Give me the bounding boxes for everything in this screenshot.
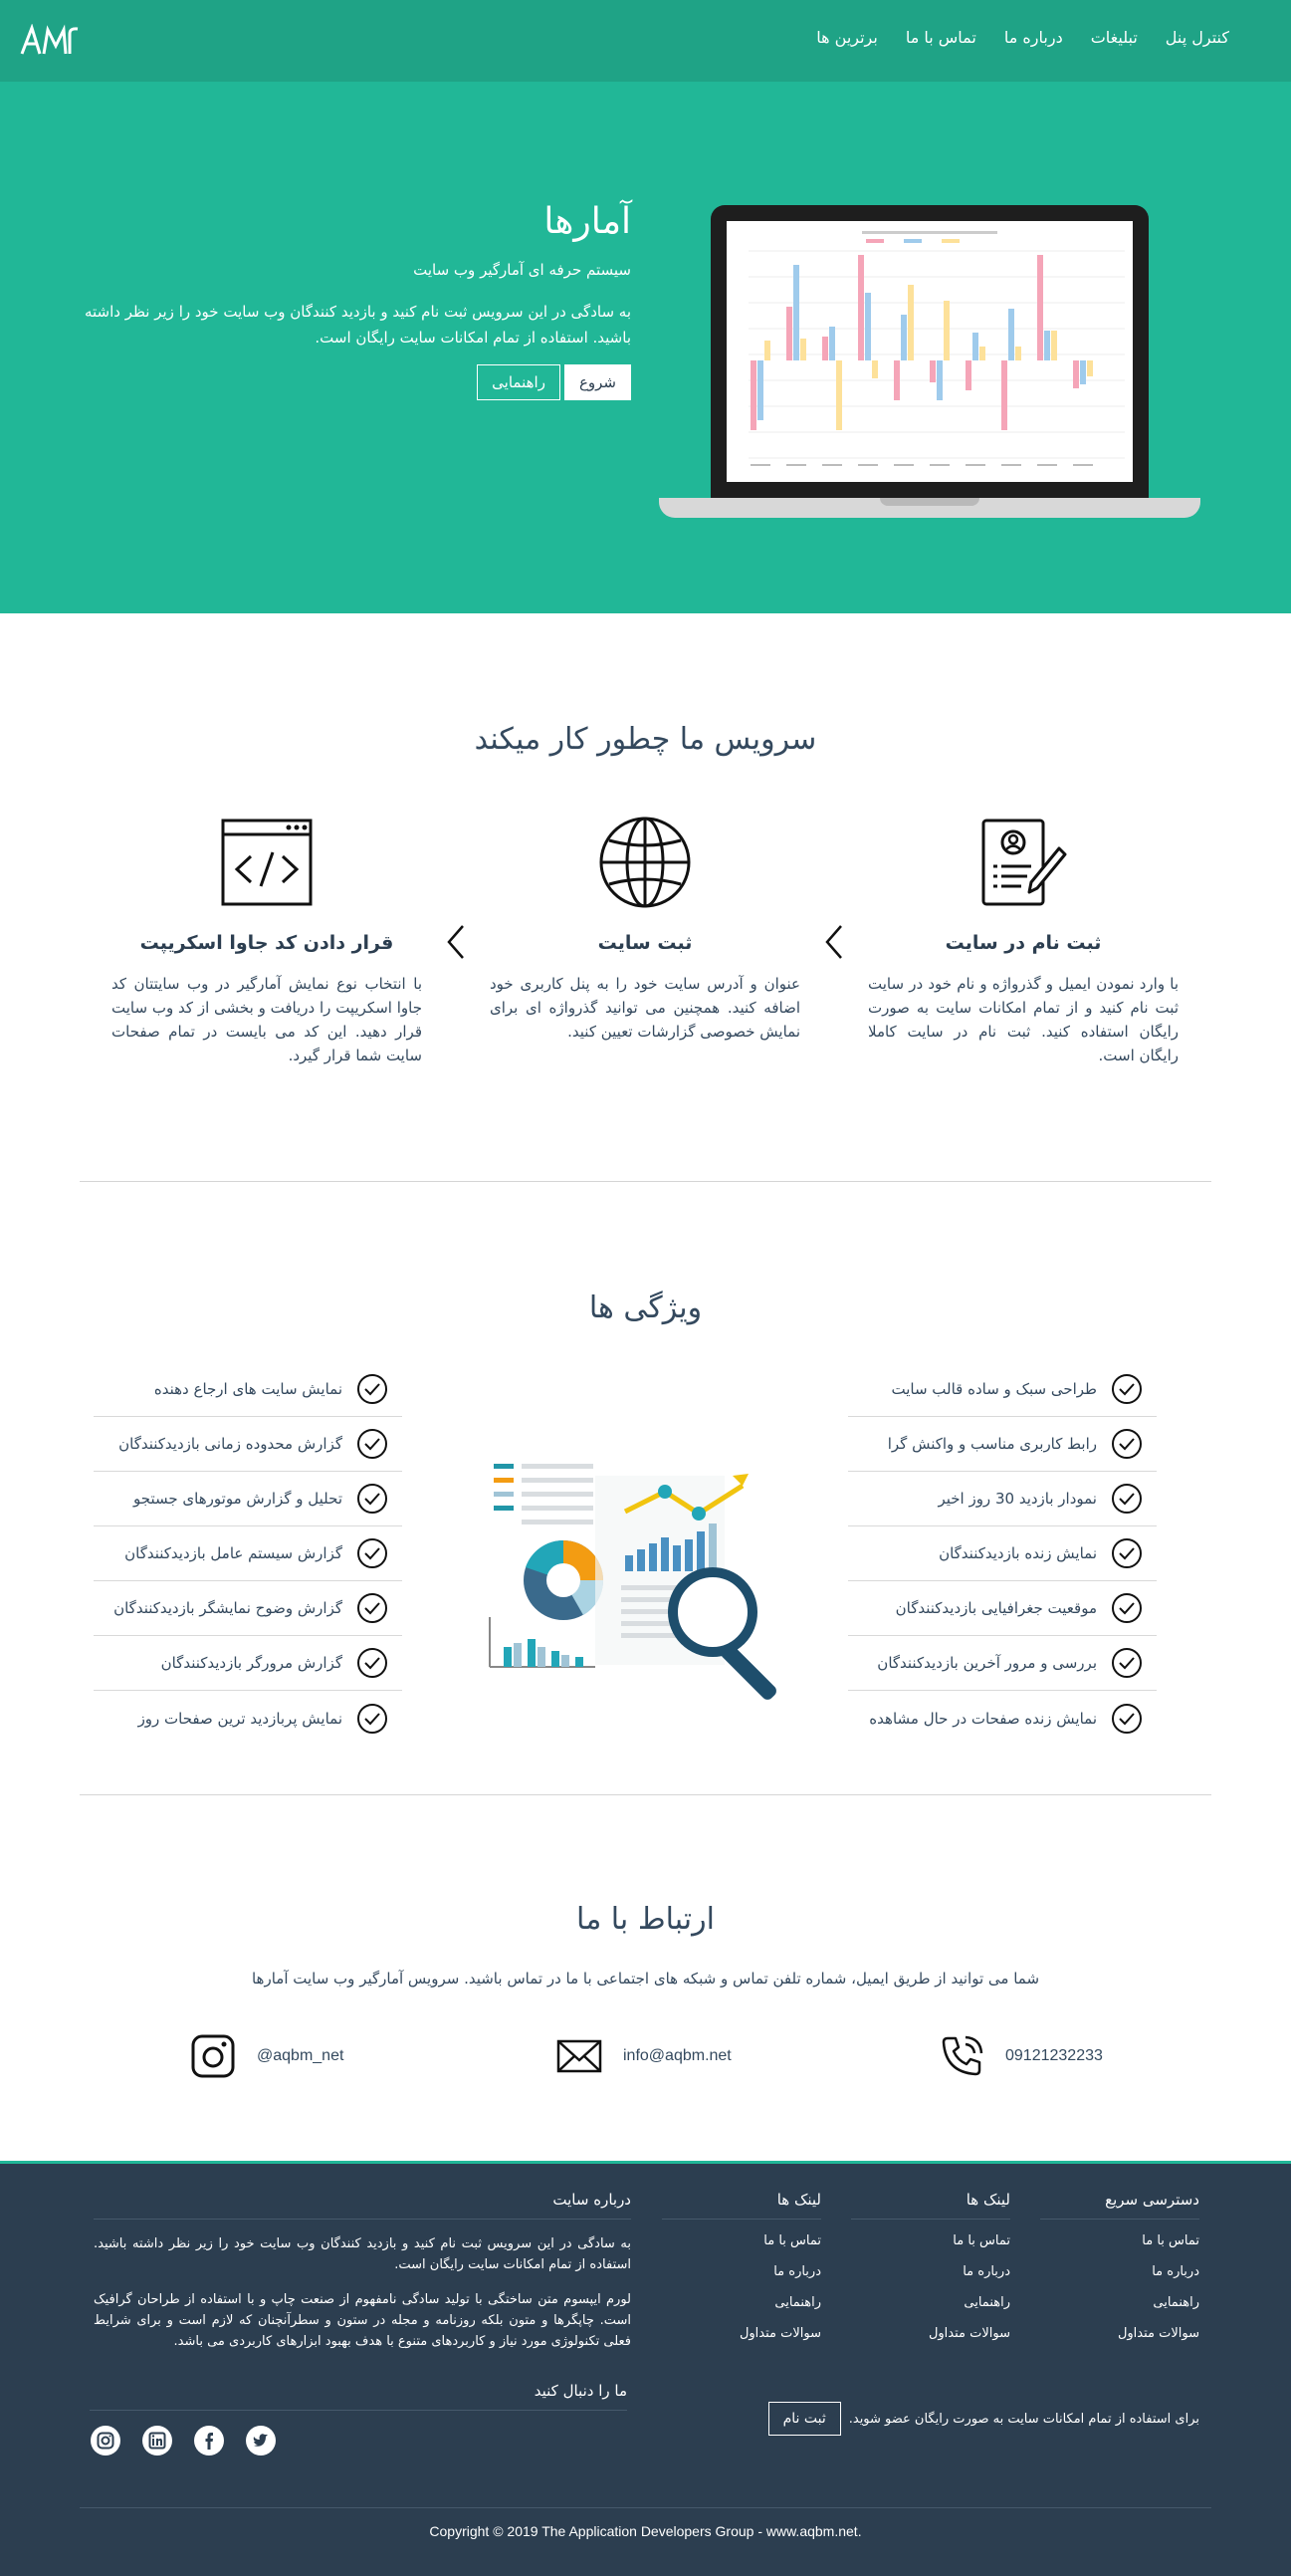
instagram-handle: @aqbm_net	[257, 2047, 344, 2064]
footer-column-title: درباره سایت	[94, 2191, 631, 2220]
footer-link[interactable]: سوالات متداول	[739, 2326, 821, 2341]
feature-item	[94, 1417, 402, 1472]
contact-instagram[interactable]	[189, 2031, 343, 2081]
feature-item	[94, 1581, 402, 1636]
site-logo[interactable]	[20, 24, 80, 58]
feature-label: نمودار بازدید 30 روز اخیر	[938, 1490, 1097, 1508]
step-js-code	[111, 815, 422, 1067]
check-circle-icon	[1111, 1647, 1143, 1679]
step-text: با انتخاب نوع نمایش آمارگیر در وب سایتتان کد جاوا اسکریپت را دریافت و بخشی از کد وب سایت قرار دهید. این کد می بایست در تمام صفحات سایت شما قرار گیرد.	[111, 975, 422, 1064]
feature-label: تحلیل و گزارش موتورهای جستجو	[133, 1490, 342, 1508]
hero-section	[0, 82, 1291, 613]
check-circle-icon	[1111, 1592, 1143, 1624]
footer-column-title: لینک ها	[662, 2191, 821, 2220]
hero-subtitle: سیستم حرفه ای آمارگیر وب سایت	[413, 261, 631, 279]
feature-item	[848, 1526, 1157, 1581]
check-circle-icon	[356, 1703, 388, 1735]
hero-description: به سادگی در این سرویس ثبت نام کنید و بازدید کنندگان وب سایت خود را زیر نظر داشته باشید. استفاده از تمام امکانات سایت رایگان است.	[84, 303, 631, 347]
footer-link[interactable]: درباره ما	[773, 2264, 821, 2279]
feature-label: نمایش پربازدید ترین صفحات روز	[137, 1709, 342, 1728]
footer-quick-access	[1040, 2191, 1199, 2357]
feature-item	[848, 1691, 1157, 1746]
footer-column-title: لینک ها	[851, 2191, 1010, 2220]
sample-bar-chart-image	[727, 221, 1133, 482]
hero-buttons	[477, 364, 631, 400]
contact-title: ارتباط با ما	[576, 1902, 715, 1937]
feature-label: گزارش وضوح نمایشگر بازدیدکنندگان	[113, 1599, 342, 1617]
footer-divider	[80, 2507, 1211, 2508]
feature-item	[848, 1636, 1157, 1691]
feature-item	[848, 1417, 1157, 1472]
feature-item	[848, 1472, 1157, 1526]
phone-icon	[938, 2032, 985, 2080]
footer-column-title: دسترسی سریع	[1040, 2191, 1199, 2220]
nav-link-top[interactable]: برترین ها	[816, 28, 878, 47]
envelope-icon	[555, 2032, 603, 2080]
social-links	[90, 2425, 627, 2457]
nav-link-control-panel[interactable]: کنترل پنل	[1165, 28, 1229, 47]
how-section-title: سرویس ما چطور کار میکند	[474, 722, 817, 757]
footer-link[interactable]: سوالات متداول	[1117, 2326, 1199, 2341]
check-circle-icon	[356, 1428, 388, 1460]
laptop-screen-frame	[711, 205, 1149, 498]
copyright-text: Copyright © 2019 The Application Developers Group - www.aqbm.net.	[429, 2523, 862, 2539]
top-navbar	[0, 0, 1291, 82]
feature-item	[94, 1362, 402, 1417]
step-register	[868, 815, 1179, 1067]
register-button[interactable]: ثبت نام	[768, 2402, 841, 2436]
instagram-icon	[189, 2032, 237, 2080]
features-list-right	[848, 1362, 1157, 1746]
laptop-illustration	[659, 205, 1200, 595]
about-text: به سادگی در این سرویس ثبت نام کنید و بازدید کنندگان وب سایت خود را زیر نظر داشته باشید. استفاده از تمام امکانات سایت رایگان است.	[94, 2236, 631, 2272]
feature-item	[848, 1581, 1157, 1636]
about-text: لورم ایپسوم متن ساختگی با تولید سادگی نامفهوم از صنعت چاپ و با استفاده از طراحان گرافیک است. چاپگرها و متون بلکه روزنامه و مجله در ستون و سطرآنچنان که لازم است و برای شرایط فعلی تکنولوژی مورد نیاز و کاربردهای متنوع با هدف بهبود ابزارهای کاربردی می باشد.	[94, 2292, 631, 2349]
laptop-screen	[727, 221, 1133, 482]
check-circle-icon	[1111, 1428, 1143, 1460]
step-text: با وارد نمودن ایمیل و گذرواژه و نام خود در سایت ثبت نام کنید و از تمام امکانات سایت به صورت رایگان استفاده کنید. ثبت نام در سایت کاملا رایگان است.	[868, 975, 1179, 1064]
feature-label: طراحی سبک و ساده قالب سایت	[891, 1380, 1097, 1398]
footer-link[interactable]: راهنمایی	[1153, 2295, 1199, 2310]
footer-link[interactable]: درباره ما	[963, 2264, 1010, 2279]
instagram-icon[interactable]	[90, 2425, 121, 2457]
footer-link[interactable]: تماس با ما	[953, 2233, 1010, 2248]
section-divider	[80, 1181, 1211, 1182]
feature-label: نمایش زنده صفحات در حال مشاهده	[869, 1709, 1097, 1728]
check-circle-icon	[1111, 1703, 1143, 1735]
contact-description: شما می توانید از طریق ایمیل، شماره تلفن تماس و شبکه های اجتماعی با ما در تماس باشید. سرویس آمارگیر وب سایت آمارها	[251, 1970, 1040, 1988]
code-window-icon	[219, 815, 315, 910]
globe-icon	[597, 815, 693, 910]
email-address: info@aqbm.net	[623, 2047, 732, 2064]
check-circle-icon	[1111, 1537, 1143, 1569]
follow-title: ما را دنبال کنید	[90, 2382, 627, 2411]
laptop-notch	[880, 498, 979, 506]
check-circle-icon	[356, 1592, 388, 1624]
features-list-left	[94, 1362, 402, 1746]
step-title: ثبت سایت	[597, 932, 693, 954]
guide-button[interactable]: راهنمایی	[477, 364, 560, 400]
features-title: ویژگی ها	[588, 1290, 703, 1325]
contact-email[interactable]	[555, 2031, 732, 2081]
footer-links-2	[662, 2191, 821, 2357]
check-circle-icon	[356, 1483, 388, 1515]
chevron-left-icon	[446, 924, 466, 960]
linkedin-icon[interactable]	[141, 2425, 173, 2457]
footer-link[interactable]: راهنمایی	[774, 2295, 821, 2310]
footer-link[interactable]: سوالات متداول	[928, 2326, 1010, 2341]
section-divider	[80, 1794, 1211, 1795]
feature-item	[848, 1362, 1157, 1417]
check-circle-icon	[356, 1537, 388, 1569]
nav-menu	[816, 28, 1229, 47]
feature-label: نمایش زنده بازدیدکنندگان	[939, 1544, 1097, 1562]
footer-about	[94, 2191, 631, 2352]
nav-link-contact[interactable]: تماس با ما	[905, 28, 976, 47]
feature-item	[94, 1472, 402, 1526]
feature-label: نمایش سایت های ارجاع دهنده	[153, 1380, 342, 1398]
check-circle-icon	[1111, 1483, 1143, 1515]
step-add-site	[490, 815, 800, 1044]
twitter-icon[interactable]	[245, 2425, 277, 2457]
facebook-icon[interactable]	[193, 2425, 225, 2457]
contact-phone[interactable]	[938, 2031, 1103, 2081]
feature-label: موقعیت جغرافیایی بازدیدکنندگان	[895, 1599, 1097, 1617]
footer-register	[768, 2402, 1199, 2436]
feature-label: رابط کاربری مناسب و واکنش گرا	[887, 1435, 1097, 1453]
footer-follow-us	[90, 2382, 627, 2457]
register-text: برای استفاده از تمام امکانات سایت به صورت رایگان عضو شوید.	[848, 2411, 1199, 2427]
check-circle-icon	[1111, 1373, 1143, 1405]
footer-link[interactable]: تماس با ما	[1142, 2233, 1199, 2248]
step-title: قرار دادن کد جاوا اسکریپت	[139, 932, 394, 954]
feature-item	[94, 1691, 402, 1746]
phone-number: 09121232233	[1005, 2047, 1103, 2064]
step-text: عنوان و آدرس سایت خود را به پنل کاربری خود اضافه کنید. همچنین می توانید گذرواژه ای برای نمایش خصوصی گزارشات تعیین کنید.	[490, 975, 800, 1041]
chevron-left-icon	[824, 924, 844, 960]
feature-label: گزارش مرورگر بازدیدکنندگان	[160, 1654, 342, 1672]
resume-icon	[975, 815, 1071, 910]
feature-label: گزارش سیستم عامل بازدیدکنندگان	[124, 1544, 342, 1562]
footer-links-1	[851, 2191, 1010, 2357]
feature-label: گزارش محدوده زمانی بازدیدکنندگان	[118, 1435, 342, 1453]
nav-link-ads[interactable]: تبلیغات	[1090, 28, 1138, 47]
step-title: ثبت نام در سایت	[945, 932, 1102, 954]
feature-label: بررسی و مرور آخرین بازدیدکنندگان	[877, 1654, 1097, 1672]
footer-link[interactable]: درباره ما	[1152, 2264, 1199, 2279]
check-circle-icon	[356, 1373, 388, 1405]
feature-item	[94, 1636, 402, 1691]
feature-item	[94, 1526, 402, 1581]
check-circle-icon	[356, 1647, 388, 1679]
footer-link[interactable]: تماس با ما	[763, 2233, 821, 2248]
analytics-illustration	[486, 1448, 824, 1717]
hero-title: آمارها	[543, 201, 631, 242]
footer-link[interactable]: راهنمایی	[964, 2295, 1010, 2310]
start-button[interactable]: شروع	[564, 364, 631, 400]
nav-link-about[interactable]: درباره ما	[1003, 28, 1063, 47]
